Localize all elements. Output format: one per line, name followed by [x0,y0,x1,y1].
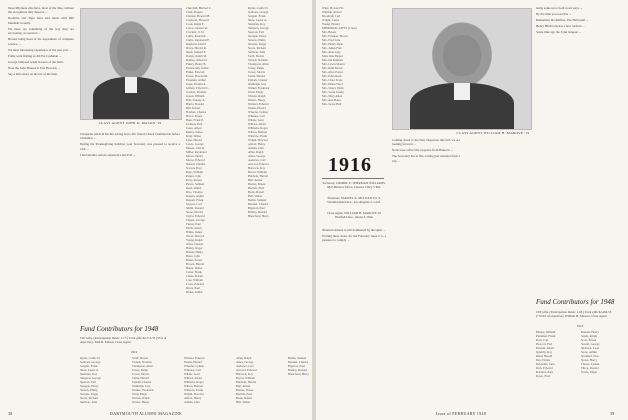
contributor-name: Allen, Chester [186,242,204,246]
contributor-name: Allen, Ralph [248,150,264,154]
contributor-name: Willard, Albert [248,122,267,126]
contributor-name: Stearns, Philip [80,388,98,392]
contributor-name: Storrs, Richard [248,46,267,50]
contributor-name: Babcock, Roy [236,372,253,376]
photo-caption: CLASS AGENT JOHN R. MASON '19 [98,121,162,125]
fund-year-label: 1916 [576,324,584,328]
contributor-name: Stevens, Roger [80,392,99,396]
contributor-name: MEMORIAL GIFTS (Class) [322,26,357,30]
contributor-name: Ward, Edgar [132,392,148,396]
contributor-name: Shattuck, Leon [581,346,600,350]
contributor-name: Sands, Ralph [581,334,597,338]
contributor-name: Russell, Henry [581,330,599,334]
contributor-name: Hill, Robert [186,106,201,110]
contributor-name: Walker, Frederick [132,388,154,392]
left-col-4-names [248,6,308,410]
contributor-name: Dean, Samuel E. [186,50,207,54]
paragraph: Brooks being head of the department of computer science, ... [8,37,74,46]
contributor-name: Wing, Howard W. [322,6,344,10]
contributor-name: Adams, John [248,146,264,150]
contributor-name: Mrs. Alice Porter [322,70,343,74]
contributor-name: Warren, Ralph [248,94,266,98]
contributor-name: Gordon, Thomas [186,90,207,94]
left-page [0,0,312,420]
contributor-name: Wright, Howard [248,138,268,142]
fund-contributors-headline-2: Fund Contributors for 1948 [536,298,615,306]
contributor-name: Putnam, Albert [536,346,555,350]
contributor-name: Howe, Ernest [186,114,203,118]
paragraph: Coming down to the New Departure this fall, we are looking forward ... [392,138,460,147]
contributor-name: Young, Harold [322,22,340,26]
contributor-name: Harris, Donald [186,102,204,106]
contributor-name: Mrs. Ruth Morse [322,66,343,70]
contributor-name: Young, Ralph [186,238,203,242]
contributor-name: Gage, Frederick [186,82,206,86]
left-col-3-names [186,6,246,410]
contributor-name: Blanchard, Harry [248,214,269,218]
contributor-name: Winship, Robert [322,10,342,14]
contributor-name: Lane, Harold [186,138,202,142]
contributor-name: Warren, Ralph [132,396,150,400]
contributor-name: Snow, Arthur [581,350,597,354]
contributor-name: Williams, Roger [248,126,268,130]
contributor-name: Turner, Paul [186,222,201,226]
contributor-name: Whitney, Carl [184,368,201,372]
fund-contributors-sub: 196 Gifts. (Participation Index: 1.17.) Total gifts $2,715.35 (53% of objective). John R. Mason, Class Agent. [80,336,167,344]
contributor-name: Reynolds, John [536,362,555,366]
contributor-name: Waters, Henry [132,400,150,404]
contributor-name: Scott, Ernest [581,338,597,342]
contributor-name: Curtis, Raymond F. [186,38,210,42]
contributor-name: Upham, Chester [132,380,152,384]
contributor-name: Mrs. Fred Cole [322,38,341,42]
contributor-name: Emery, Henry B. [186,62,207,66]
contributor-name: Tower, Morris [132,372,150,376]
contributor-name: Page, William [186,170,203,174]
contributor-name: Webster, Edward [184,356,205,360]
fund-contributors-sub-2: 168 Gifts. (Participation Index: 1.03.) Total gifts $2,494.55 (+104% of objective). William H. Marove, Class Agent. [536,310,612,318]
contributor-name: Sanborn, George [80,360,101,364]
contributor-name: Quimby, Roy [536,350,553,354]
contributor-name: Corey, Chester W. [186,26,208,30]
contributor-name: Mrs. Alan Gray [322,50,341,54]
contributor-name: Russell, Frank [186,198,204,202]
contributor-name: Barnes, Ernest [248,182,266,186]
contributor-name: Wilder, Leon [184,372,200,376]
contributor-name: Morse, Edward [186,158,205,162]
paragraph: Note the Joint Houses at Fort Howard, ... [8,65,61,70]
contributor-name: Bacon, William [236,376,255,380]
contributor-name: Shaw, Lester A. [80,368,99,372]
contributor-name: Cole, William [186,278,203,282]
contributor-name: Davis, Harold D. [186,46,207,50]
contributor-name: Cook, Ralph E. [186,22,205,26]
contributor-name: Rowe, Fred [536,374,550,378]
contributor-name: Bacon, William [248,170,267,174]
contributor-name: Mrs. James Fisk [322,46,342,50]
contributor-name: Sherman, Roy [248,22,266,26]
contributor-name: Stearns, Philip [248,38,266,42]
contributor-name: Tobey, Ralph [248,66,264,70]
contributor-name: Shaw, Lester A. [248,18,267,22]
divider [322,178,384,179]
contributor-name: Ray, Walter [536,358,551,362]
contributors-list [80,356,309,406]
right-page-number: 39 [610,411,615,416]
paragraph: During the Thanksgiving holidays your Secretary was pleased to receive a visit ... [80,142,180,151]
contributor-name: Atwood, Edward [236,368,257,372]
left-footer-title: DARTMOUTH ALUMNI MAGAZINE [110,411,182,416]
contributor-name: Ball, Arthur [236,384,251,388]
contributor-name: Beals, Robert [248,190,265,194]
contributor-name: Dudley, Albert D. [186,58,208,62]
contributor-name: Bailey, Roger [186,246,203,250]
contributor-name: Allen, Ralph [236,356,252,360]
paragraph: We most interesting experience of the past year ... [8,47,72,52]
paragraph: Remember the Ruffner, The Hallowell ... [536,18,589,22]
contributor-name: Kelley, James [186,130,203,134]
contributor-name: Barnes, Ernest [236,388,254,392]
fund-contributors-headline: Fund Contributors for 1948 [80,325,159,333]
contributor-name: Baldwin, Harold [248,174,268,178]
contributor-name: Wadleigh, Guy [132,384,151,388]
contributor-name: Bartlett, Fred [236,392,252,396]
contributor-name: Cross, Edward [186,282,204,286]
contributor-name: Parker, John [186,174,201,178]
right-col-1-text [322,228,386,403]
contributor-name: Chase, Robert [186,274,203,278]
class-agent-photo-2 [392,8,532,130]
contributor-name: Thayer, Lyman [581,362,600,366]
paragraph: being some up to both coast ways ... [536,6,583,10]
contributor-name: Wadleigh, Guy [248,82,267,86]
contributor-name: Andrews, Carl [236,364,254,368]
contributor-name: Rice, Thomas [186,190,203,194]
contributor-name: Pratt, Carl [536,338,549,342]
contributor-name: Mrs. Ann Bates [322,98,341,102]
contributor-name: Farnsworth, Julian [186,66,209,70]
contributor-name: Thayer, George [186,218,205,222]
paragraph: Notes now reflect the response from Hanover ... [392,148,454,153]
contributor-name: Fisher, Edward [186,70,205,74]
contributor-name: Sullivan, John [248,50,266,54]
contributor-name: Mrs. Mary Allen [322,94,343,98]
contributor-name: Simpson, George [248,26,269,30]
contributor-name: Nelson, Charles [186,162,206,166]
contributor-name: Hall, Stanley A. [186,98,206,102]
contributor-name: Bennett, Charles [288,360,308,364]
contributor-name: Mrs. Clara Stone [322,78,343,82]
contributors-list-2 [536,330,622,406]
paragraph: George Simpson sends in news of the farm. [8,59,64,64]
contributor-name: Ward, Edgar [248,90,264,94]
contributor-name: Mrs. Henry Dean [322,42,343,46]
left-col-1 [8,6,74,402]
contributor-name: Crockett, Jr. D. [186,30,205,34]
contributor-name: Wilder, Leon [248,118,264,122]
contributor-name: Barker, Henry [186,250,204,254]
contributor-name: Spencer, Earl [80,380,97,384]
contributor-name: Danforth, David [186,42,206,46]
contributor-name: Webster, Edward [248,102,269,106]
contributor-name: Bartlett, Fred [248,186,264,190]
contributor-name: Sprague, Harry [80,384,99,388]
contributor-name: Storrs, Richard [80,396,99,400]
contributor-name: Sawyer, Carl [186,202,202,206]
contributor-name: Weeks, Harold [248,106,266,110]
class-agent-block: Class Agent, WILLIAM H. MAROVE 29 Westfield Ave., Akron 4, Ohio [327,211,381,220]
contributor-name: Thompson, Allen [132,364,153,368]
contributor-name: Prescott, Earl [536,342,553,346]
contributor-name: Bigelow, Paul [288,364,305,368]
contributor-name: King, Walter [186,134,202,138]
secretary-block: Secretary, COMDR. E. SHERMAN WILLIAMS, 6825 Bristow Drive, Cleaves Cincy 5 Md. [322,181,386,190]
contributor-name: Moore, Henry [186,154,203,158]
contributor-name: Babcock, Roy [248,166,265,170]
contributor-name: Sargent, Frank [80,364,98,368]
left-col-2 [80,132,180,322]
contributor-name: Winslow, Frank [184,388,204,392]
contributor-name: Jones, Albert [186,126,202,130]
contributor-name: Wheeler, Lyman [184,364,204,368]
contributor-name: Waters, Henry [248,98,266,102]
contributor-name: Bemis, Samuel [288,356,307,360]
contributor-name: Hunt, Frank E. [186,118,204,122]
contributor-name: Ryder, Cedric D. [248,6,269,10]
contributor-name: Sullivan, John [80,400,98,404]
paragraph: Henry Hitchcock has a new address ... [536,24,585,28]
contributor-name: Weeks, Harold [184,360,202,364]
contributor-name: Rogers, Arthur [186,194,204,198]
contributor-name: Bishop, Donald [288,368,307,372]
contributor-name: Taylor, Edward [186,214,205,218]
paragraph: those Rhymers who have, most of the time, without the recognition they deserve, ... [8,6,74,15]
contributor-name: Pinney, William [536,330,556,334]
contributor-name: Stoddard, Ned [581,354,599,358]
paragraph: I had another serious experience last Fall ... [80,152,136,157]
contributor-name: Wilson, Herbert [184,384,204,388]
contributor-name: Mrs. Helen Ward [322,82,343,86]
right-col-1-names [322,6,386,126]
contributor-name: Ames, George [236,360,254,364]
contributor-name: Reed, Walter [186,186,202,190]
contributor-name: Mrs. Nancy Wells [322,86,344,90]
contributor-name: Simpson, George [80,376,101,380]
contributor-name: Atwood, Edward [248,162,269,166]
paragraph: We must say something of the way they are recovering, as reported ... [8,26,74,36]
contributor-name: Rich, Edward [536,366,553,370]
paragraph: By the time you read this ... [536,12,572,16]
contributor-name: Williams, Roger [184,380,204,384]
contributor-name: Bell, Walter [248,194,263,198]
contributor-name: Clark, Rogers [186,10,203,14]
contributor-name: Wright, Howard [184,392,204,396]
contributor-name: Andrews, Carl [248,158,266,162]
contributor-name: Sanborn, George [248,10,269,14]
contributor-name: Wright, Lester [322,18,340,22]
contributor-name: Brown, Harold [186,262,204,266]
contributor-name: Bell, Walter [236,400,251,404]
paragraph: The Secretary has at this writing just returned from a trip ... [392,154,460,163]
contributor-name: Swift, Dexter [248,54,265,58]
class-year-heading: 1916 [328,154,372,176]
right-col-2 [392,138,460,403]
contributor-name: Robbins, Paul [536,370,553,374]
paragraph: Doolittle and Tiger have had lunch with Phil Marshall recently. [8,16,74,25]
contributor-name: Tower, Morris [248,70,266,74]
contributor-name: Tuttle, Harold [248,74,265,78]
contributor-name: Stevens, Roger [248,42,267,46]
paragraph: Nineteen sixteen is still dominated by the spirit ... [322,228,386,232]
contributor-name: Miss Jane Harper [322,54,343,58]
contributor-name: Swift, Dexter [132,356,149,360]
contributor-name: Thompson, Allen [248,62,269,66]
contributor-name: Walker, Frederick [248,86,270,90]
contributor-name: Mason, John R. [186,146,205,150]
contributor-name: Mrs. Grace Bell [322,102,342,106]
contributor-name: Beals, Robert [236,396,253,400]
contributor-name: Jackson, Paul [186,122,203,126]
contributor-name: Bishop, Donald [248,210,267,214]
contributor-name: Mrs. Frank A. Brown [322,34,348,38]
contributor-name: Bates, John [186,254,200,258]
class-year-label: 1919 [130,350,138,354]
contributor-name: Willard, Albert [184,376,203,380]
contributor-name: Tarbell, Norman [248,58,268,62]
photo-caption-2: CLASS AGENT WILLIAM H. MAROVE '19 [456,131,530,135]
contributor-name: Gilbert, Edward C. [186,86,209,90]
contributor-name: Davis, Paul [186,286,200,290]
contributor-name: Blake, Ernest [186,258,203,262]
contributor-name: Whitney, Carl [248,114,265,118]
contributor-name: Tarbell, Norman [132,360,152,364]
paragraph: Choquette sends in his life-saving news. He visited Chuck Clammerlon before Christmas ... [80,132,180,141]
contributor-name: Abbott, Henry [184,396,202,400]
contributor-name: Woodruff, Carl [322,14,341,18]
contributor-name: Lewis, George [186,142,204,146]
contributor-name: Bemis, Samuel [248,198,267,202]
contributor-name: Churchill, Herbert C. [186,6,212,10]
contributor-name: Bennett, Charles [248,202,268,206]
contributor-name: Blanchard, Harry [288,372,309,376]
paragraph: Writing these notes for the February issue it is a pleasure to comply ... [322,234,386,243]
contributor-name: Sprague, Harry [248,34,267,38]
contributor-name: Holmes, Charles [186,110,206,114]
contributor-name: Wood, Howard [186,234,205,238]
contributor-name: Mrs. Lewis Mason [322,62,345,66]
contributor-name: Tuttle, Harold [132,376,149,380]
right-footer-issue: Issue of FEBRUARY 1949 [436,411,487,416]
contributor-name: Drake, Arthur [186,290,203,294]
contributor-name: Bigelow, Paul [248,206,265,210]
contributor-name: Wilson, Herbert [248,130,268,134]
contributor-name: Tobey, Ralph [132,368,148,372]
contributor-name: Mrs. Sarah Young [322,90,344,94]
contributor-name: Carter, Frank [186,270,202,274]
contributor-name: Wheeler, Lyman [248,110,268,114]
contributor-name: Smith, Donald [186,206,204,210]
contributor-name: Ball, Arthur [248,178,263,182]
contributor-name: Cleland, Howard B. [186,14,210,18]
left-page-number: 38 [8,411,13,416]
contributor-name: Burns, Walter [186,266,203,270]
contributor-name: Freeman, Arthur [186,78,206,82]
treasurer-block: Treasurer, SAMUEL K. MCLEAN 351 S. Westmoreland Ave., Los Angeles 5, Calif. [327,196,381,205]
contributor-name: Cullis, Roderick [186,34,206,38]
contributor-name: Ryder, Cedric D. [80,356,101,360]
contributor-name: Mrs. Ida Kimball [322,58,343,62]
right-col-3 [536,6,622,296]
contributor-name: Rand, Harold [536,354,553,358]
contributor-name: Foster, Howard R. [186,74,209,78]
contributor-name: Stone, Harold [186,210,203,214]
paragraph: Say a little more on the bio of the men. [8,71,58,76]
contributor-name: Sargent, Frank [248,14,266,18]
contributor-name: Spencer, Earl [248,30,265,34]
paragraph: Some time ago the Lynn banquet ... [536,30,582,34]
contributor-name: Mrs. Bessie [322,30,337,34]
contributor-name: Mrs. Edna Reed [322,74,342,78]
contributor-name: Baldwin, Harold [236,380,256,384]
paragraph: Eddie went fishing as did Pat Cushman ... [8,53,62,58]
contributor-name: Winslow, Frank [248,134,268,138]
contributor-name: Green, William [186,94,205,98]
contributor-name: Miller, Raymond [186,150,207,154]
contributor-name: Adams, John [184,400,200,404]
contributor-name: Pierce, Samuel [186,182,204,186]
contributor-name: Norton, Fred [186,166,202,170]
right-page [316,0,628,420]
contributor-name: Abbott, Henry [248,142,266,146]
class-agent-photo [80,8,182,120]
contributor-name: Perry, Robert [186,178,202,182]
contributor-name: Dodge, Ralph M. [186,54,207,58]
contributor-name: Cogswell, Howard [186,18,209,22]
contributor-name: Plummer, Frank [536,334,556,338]
contributor-name: Tilton, Donald [581,366,599,370]
contributor-name: Stowe, Harry [581,358,597,362]
contributor-name: Wells, Albert [186,226,202,230]
contributor-name: Sewall, George [581,342,600,346]
contributor-name: Sherman, Roy [80,372,98,376]
contributor-name: Towle, Edgar [581,370,598,374]
contributor-name: Ames, George [248,154,266,158]
contributor-name: Upham, Chester [248,78,268,82]
contributor-name: White, James [186,230,203,234]
